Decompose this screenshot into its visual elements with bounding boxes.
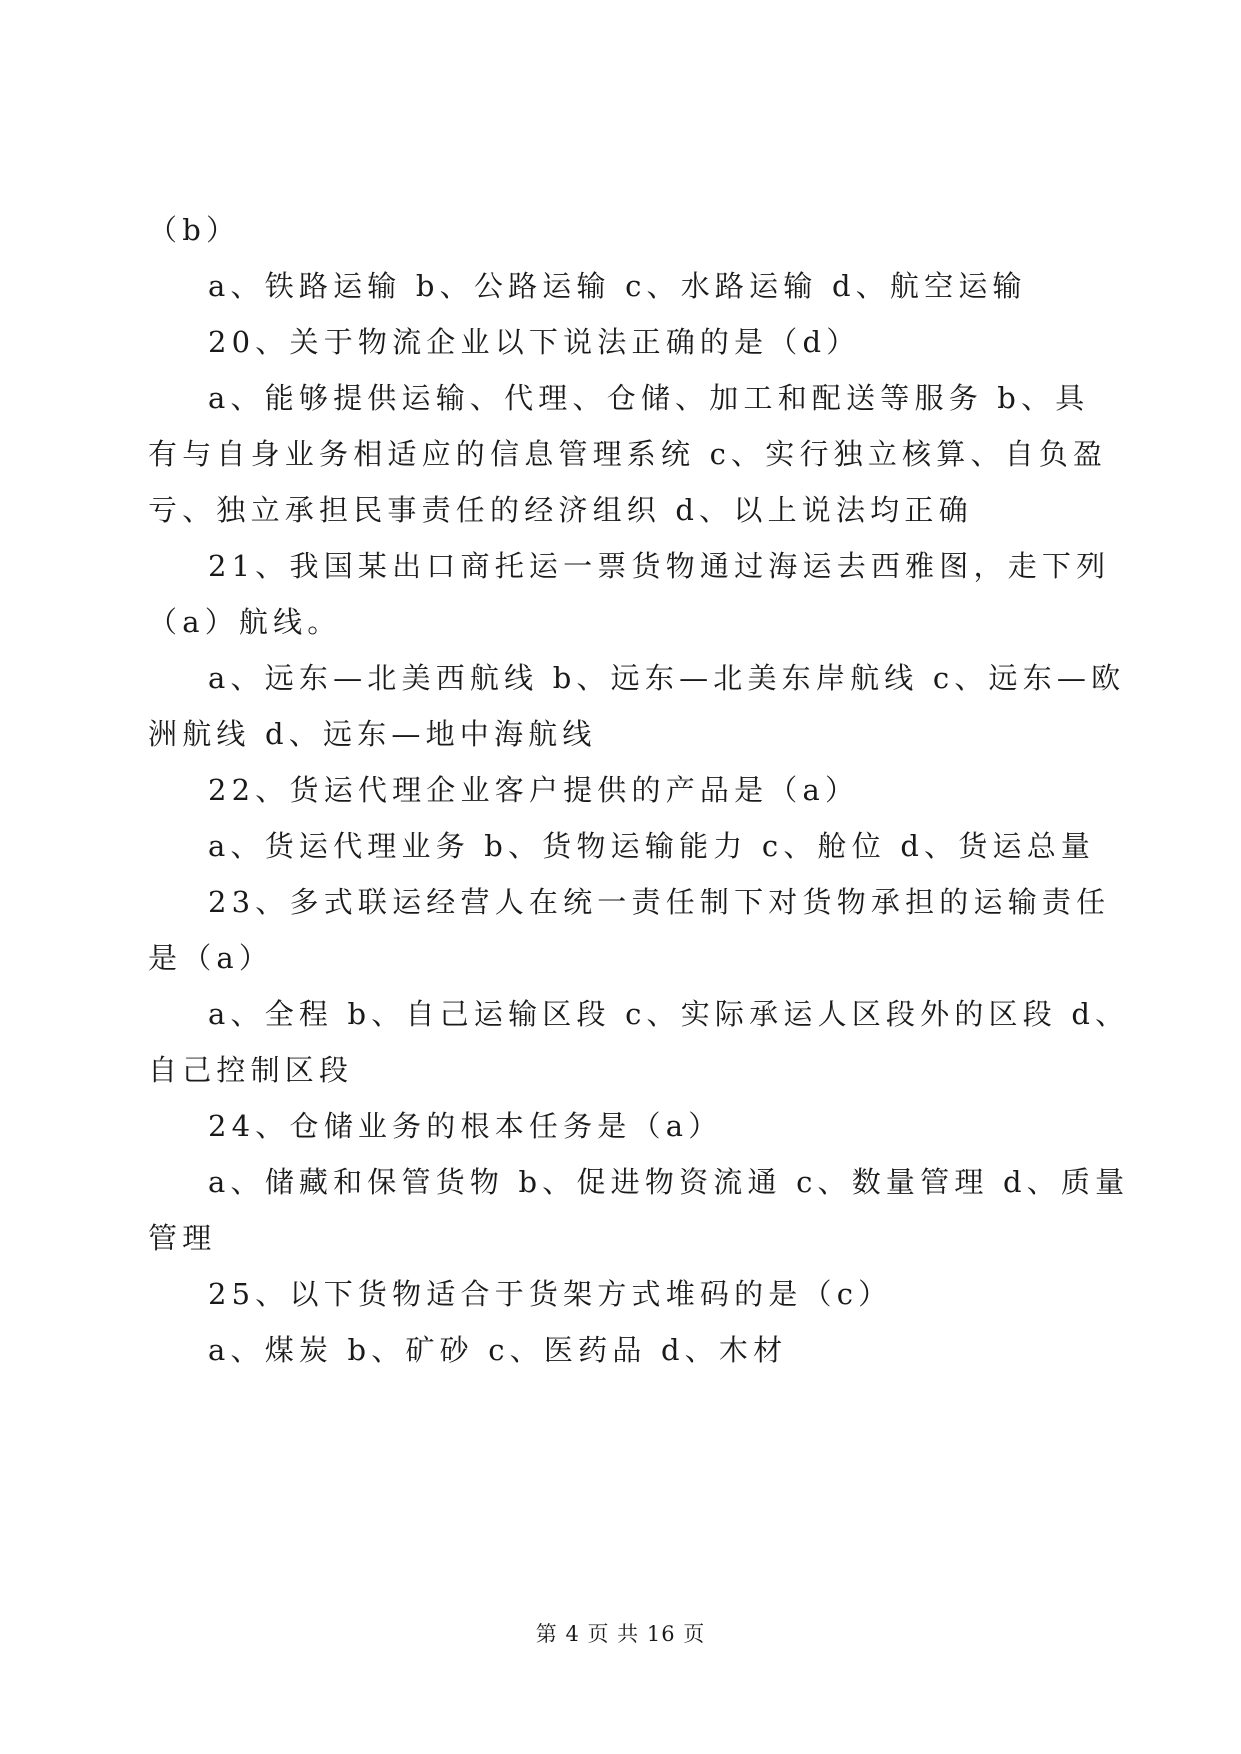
question-21-line1: 21、我国某出口商托运一票货物通过海运去西雅图，走下列 xyxy=(208,549,1111,583)
options-q20-line2: 有与自身业务相适应的信息管理系统 c、实行独立核算、自负盈 xyxy=(148,437,1108,471)
options-q24-line2: 管理 xyxy=(148,1221,217,1255)
options-q21-line2: 洲航线 d、远东—地中海航线 xyxy=(148,717,597,751)
question-21-line2: （a）航线。 xyxy=(148,605,342,639)
options-q20-line1: a、能够提供运输、代理、仓储、加工和配送等服务 b、具 xyxy=(208,381,1090,415)
question-22: 22、货运代理企业客户提供的产品是（a） xyxy=(208,773,860,807)
page-number-footer: 第 4 页 共 16 页 xyxy=(535,1622,706,1646)
options-q20-line3: 亏、独立承担民事责任的经济组织 d、以上说法均正确 xyxy=(148,493,973,527)
options-q21-line1: a、远东—北美西航线 b、远东—北美东岸航线 c、远东—欧 xyxy=(208,661,1126,695)
options-q23-line1: a、全程 b、自己运输区段 c、实际承运人区段外的区段 d、 xyxy=(208,997,1130,1031)
options-q19: a、铁路运输 b、公路运输 c、水路运输 d、航空运输 xyxy=(208,269,1027,303)
options-q22: a、货运代理业务 b、货物运输能力 c、舱位 d、货运总量 xyxy=(208,829,1096,863)
question-23-line2: 是（a） xyxy=(148,941,274,975)
options-q23-line2: 自己控制区段 xyxy=(148,1053,354,1087)
options-q24-line1: a、储藏和保管货物 b、促进物资流通 c、数量管理 d、质量 xyxy=(208,1165,1130,1199)
question-23-line1: 23、多式联运经营人在统一责任制下对货物承担的运输责任 xyxy=(208,885,1111,919)
answer-continuation: （b） xyxy=(148,213,241,247)
question-20: 20、关于物流企业以下说法正确的是（d） xyxy=(208,325,861,359)
question-25: 25、以下货物适合于货架方式堆码的是（c） xyxy=(208,1277,893,1311)
question-24: 24、仓储业务的根本任务是（a） xyxy=(208,1109,723,1143)
options-q25: a、煤炭 b、矿砂 c、医药品 d、木材 xyxy=(208,1333,788,1367)
